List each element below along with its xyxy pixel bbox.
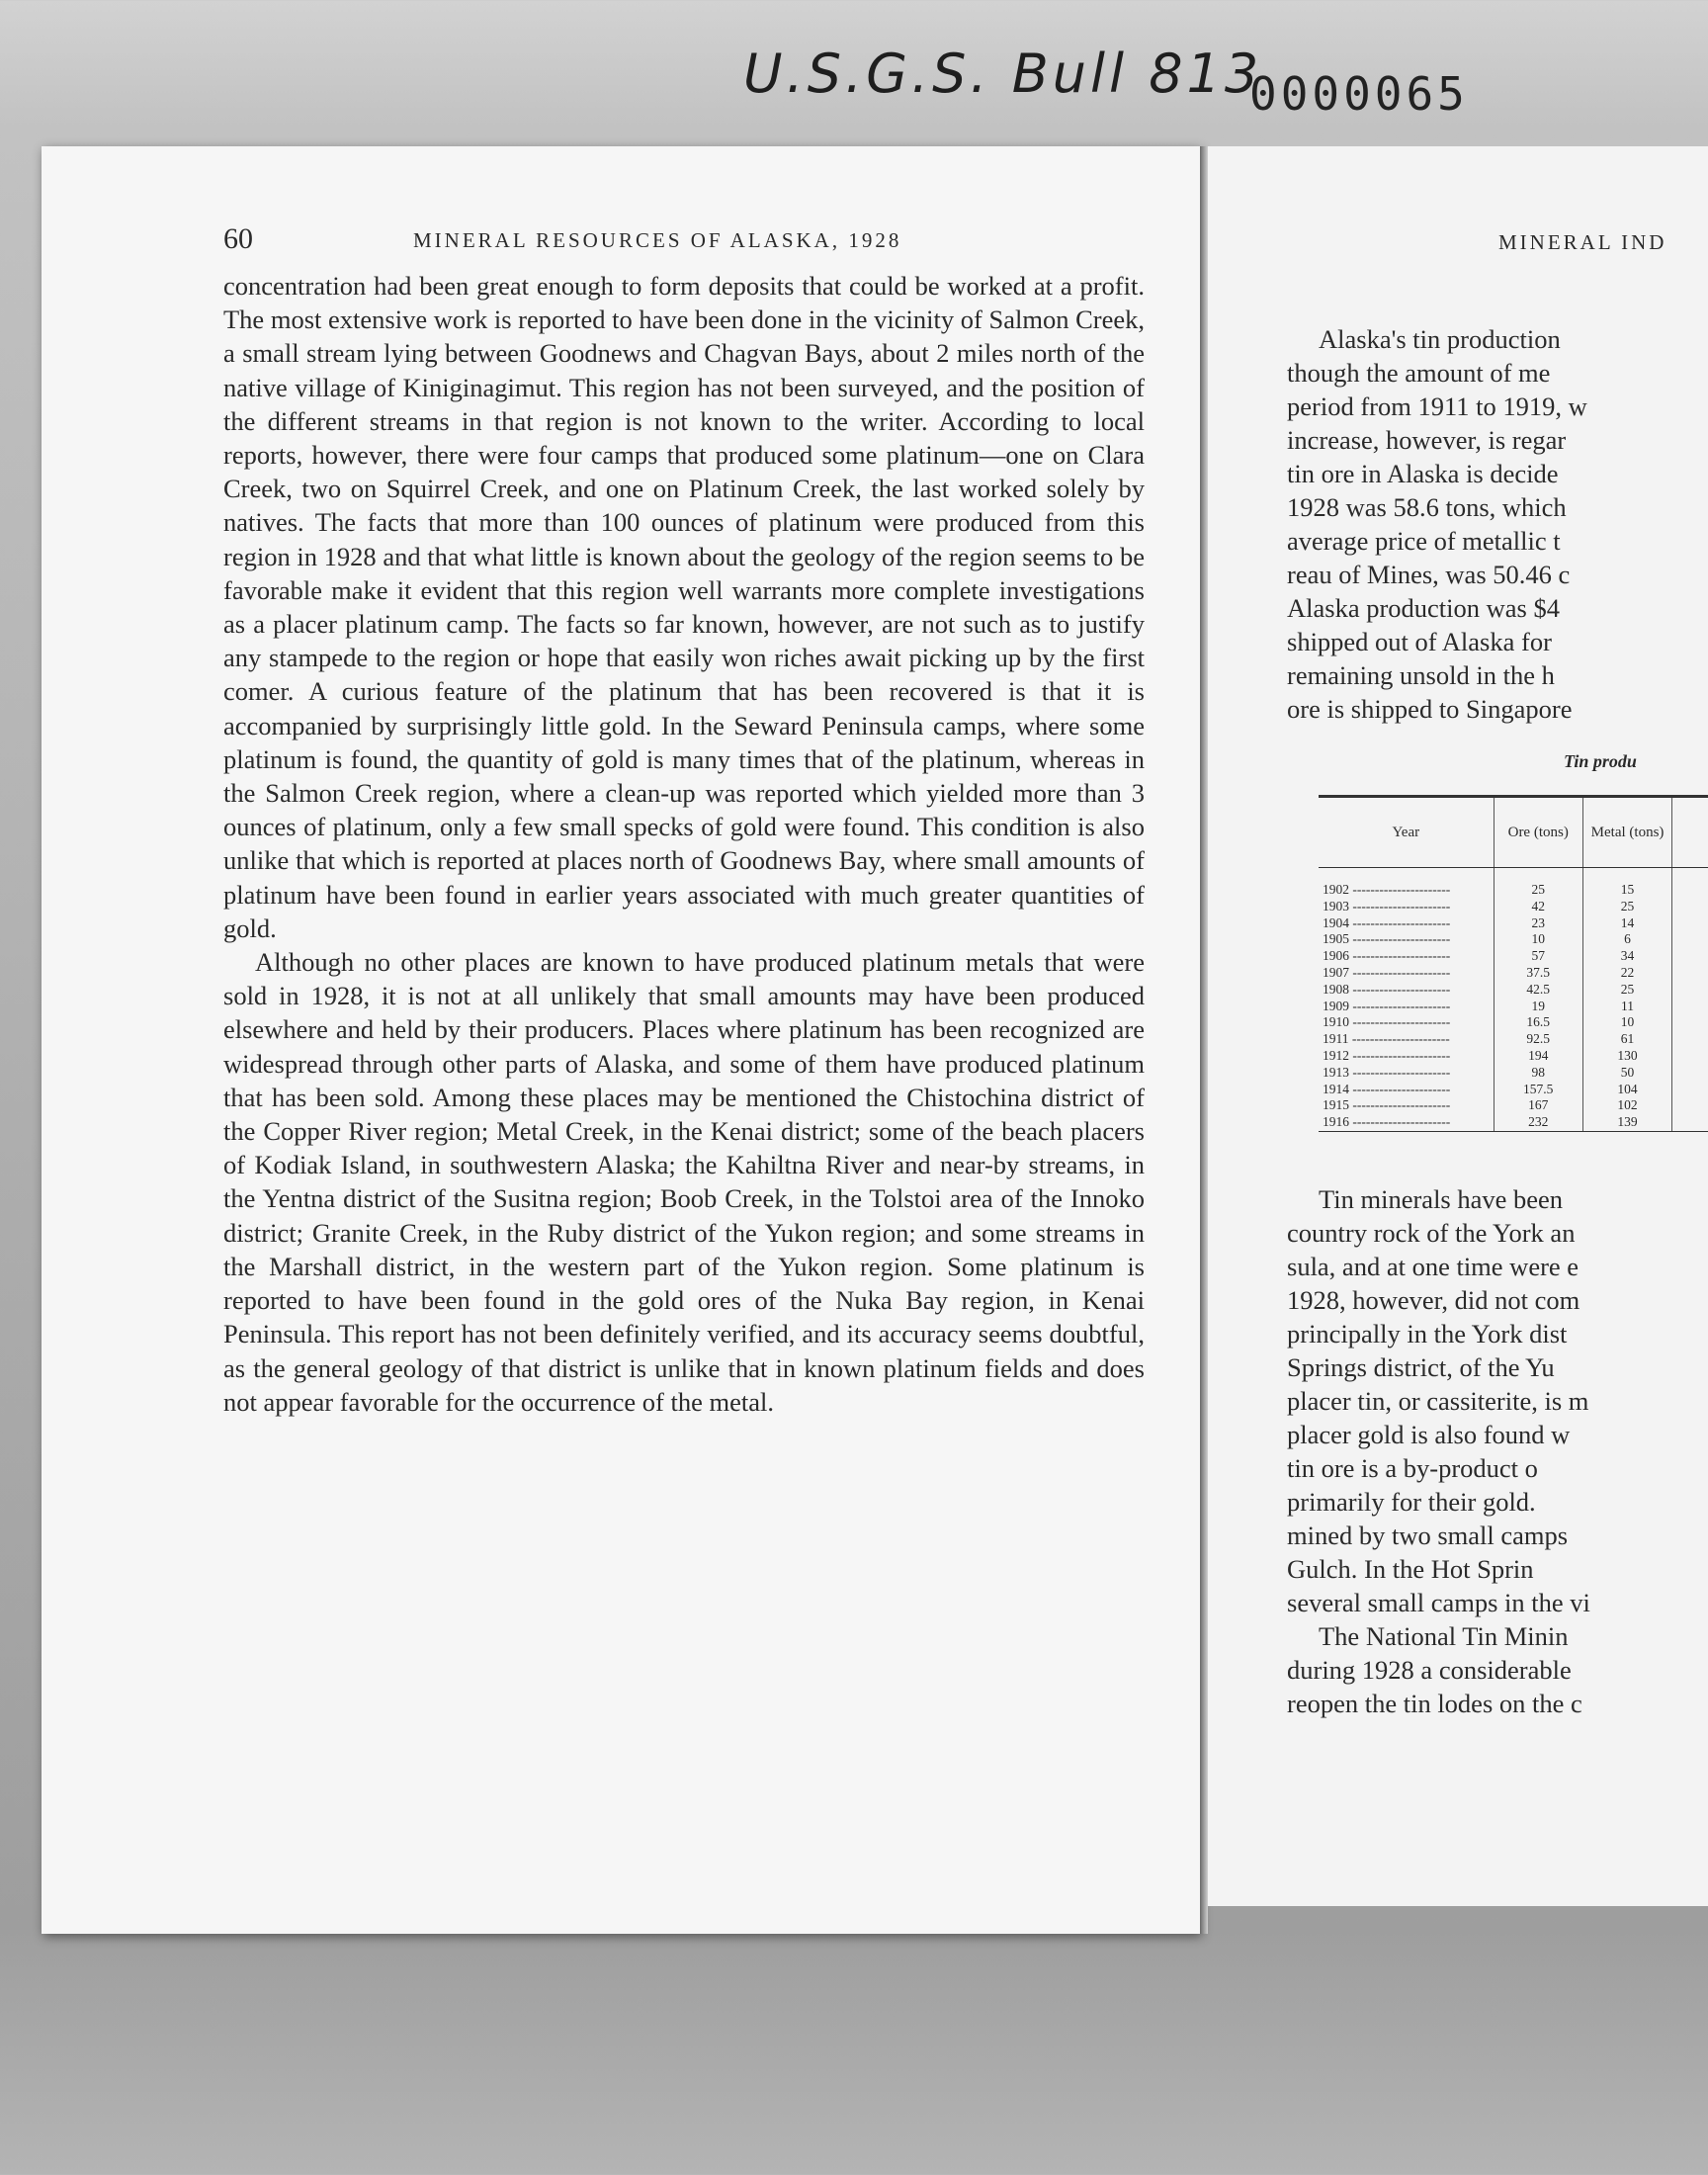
cell-year: 1905 ---------------------- (1319, 931, 1494, 948)
cell-metal: 22 (1582, 965, 1671, 982)
cell-year: 1913 ---------------------- (1319, 1065, 1494, 1082)
table-body (1319, 868, 1708, 1132)
cell-metal: 102 (1582, 1097, 1671, 1114)
cell-metal: 10 (1582, 1014, 1671, 1031)
body-text (223, 269, 1145, 1419)
text-line: placer gold is also found w (1287, 1420, 1571, 1449)
cell-ore: 57 (1494, 948, 1582, 965)
text-line: remaining unsold in the h (1287, 660, 1555, 690)
cell-ore: 16.5 (1494, 1014, 1582, 1031)
cell-year: 1908 ---------------------- (1319, 982, 1494, 999)
text-line: several small camps in the vi (1287, 1588, 1590, 1617)
cell-year: 1907 ---------------------- (1319, 965, 1494, 982)
cell-cutoff (1672, 1048, 1708, 1065)
text-line: though the amount of me (1287, 358, 1551, 388)
cell-ore: 157.5 (1494, 1082, 1582, 1098)
cell-cutoff (1672, 1082, 1708, 1098)
text-line: tin ore in Alaska is decide (1287, 459, 1559, 488)
table-caption: Tin produ (1564, 751, 1637, 771)
column-header-cutoff (1672, 797, 1708, 868)
table-row (1319, 948, 1708, 965)
cell-year: 1915 ---------------------- (1319, 1097, 1494, 1114)
cell-cutoff (1672, 1014, 1708, 1031)
right-page (1208, 146, 1708, 1906)
text-line: principally in the York dist (1287, 1319, 1568, 1348)
cell-metal: 15 (1582, 868, 1671, 899)
running-head-title: MINERAL RESOURCES OF ALASKA, 1928 (413, 228, 902, 252)
cell-cutoff (1672, 982, 1708, 999)
cell-year: 1906 ---------------------- (1319, 948, 1494, 965)
cell-cutoff (1672, 1114, 1708, 1131)
cell-cutoff (1672, 868, 1708, 899)
table-row (1319, 1048, 1708, 1065)
column-header-metal: Metal (tons) (1582, 797, 1671, 868)
cell-year: 1916 ---------------------- (1319, 1114, 1494, 1131)
right-text-bottom (1287, 1182, 1590, 1720)
column-header-ore: Ore (tons) (1494, 797, 1582, 868)
table-row (1319, 1097, 1708, 1114)
text-line: reau of Mines, was 50.46 c (1287, 560, 1571, 589)
page-number: 60 (223, 222, 253, 255)
cell-cutoff (1672, 915, 1708, 932)
cell-ore: 25 (1494, 868, 1582, 899)
text-line: Tin minerals have been (1319, 1184, 1564, 1214)
paragraph: Although no other places are known to have produced platinum metals that were sold in 1928, it is not at all unlikely that small amounts may have been produced elsewhere and held by their producers. Places where platinum has been recognized are widespread through other parts of Alaska, and some of them have produced platinum that has been sold. Among these places may be mentioned the Chistochina district of the Copper River region; Metal Creek, in the Kenai district; some of the beach placers of Kodiak Island, in southwestern Alaska; the Kahiltna River and near-by streams, in the Yentna district of the Susitna region; Boob Creek, in the Tolstoi area of the Innoko district; Granite Creek, in the Ruby district of the Yukon region; and some streams in the Marshall district, in the western part of the Yukon region. Some platinum is reported to have been found in the gold ores of the Nuka Bay region, in Kenai Peninsula. This report has not been definitely verified, and its accuracy seems doubtful, as the general geology of that district is unlike that in known platinum fields and does not appear favorable for the occurrence of the metal. (223, 947, 1145, 1417)
text-line: primarily for their gold. (1287, 1487, 1536, 1517)
cell-metal: 6 (1582, 931, 1671, 948)
text-line: reopen the tin lodes on the c (1287, 1689, 1582, 1718)
cell-year: 1912 ---------------------- (1319, 1048, 1494, 1065)
cell-cutoff (1672, 1031, 1708, 1048)
table-row (1319, 899, 1708, 915)
table-row (1319, 982, 1708, 999)
cell-cutoff (1672, 999, 1708, 1015)
table-row (1319, 965, 1708, 982)
cell-cutoff (1672, 899, 1708, 915)
cell-ore: 10 (1494, 931, 1582, 948)
document-serial-number: 0000065 (1249, 67, 1469, 121)
cell-metal: 139 (1582, 1114, 1671, 1131)
text-line: 1928, however, did not com (1287, 1285, 1580, 1315)
cell-ore: 194 (1494, 1048, 1582, 1065)
cell-ore: 92.5 (1494, 1031, 1582, 1048)
column-header-year: Year (1319, 797, 1494, 868)
cell-ore: 167 (1494, 1097, 1582, 1114)
paragraph: concentration had been great enough to form deposits that could be worked at a profit. The most extensive work is reported to have been done in the vicinity of Salmon Creek, a small stream lying between Goodnews and Chagvan Bays, about 2 miles north of the native village of Kiniginagimut. This region has not been surveyed, and the position of the different streams in that region is not known to the writer. According to local reports, however, there were four camps that produced some platinum—one on Clara Creek, two on Squirrel Creek, and one on Platinum Creek, the last worked solely by natives. The facts that more than 100 ounces of platinum were produced from this region in 1928 and that what little is known about the geology of the region seems to be favorable make it evident that this region well warrants more complete investigations as a placer platinum camp. The facts so far known, however, are not such as to justify any stampede to the region or hope that easily won riches await picking up by the first comer. A curious feature of the platinum that has been recovered is that it is accompanied by surprisingly little gold. In the Seward Peninsula camps, where some platinum is found, the quantity of gold is many times that of the platinum, whereas in the Salmon Creek region, where a clean-up was reported which yielded more than 3 ounces of platinum, only a few small specks of gold were found. This condition is also unlike that which is reported at places north of Goodnews Bay, where small amounts of platinum have been found in earlier years associated with much greater quantities of gold. (223, 271, 1145, 943)
cell-metal: 130 (1582, 1048, 1671, 1065)
cell-year: 1911 ---------------------- (1319, 1031, 1494, 1048)
text-line: ore is shipped to Singapore (1287, 694, 1573, 724)
cell-metal: 25 (1582, 899, 1671, 915)
table-row (1319, 1114, 1708, 1131)
cell-ore: 42 (1494, 899, 1582, 915)
text-line: placer tin, or cassiterite, is m (1287, 1386, 1589, 1416)
cell-cutoff (1672, 948, 1708, 965)
table-row (1319, 1014, 1708, 1031)
running-head (42, 219, 1200, 259)
text-line: during 1928 a considerable (1287, 1655, 1572, 1685)
text-line: increase, however, is regar (1287, 425, 1567, 455)
text-line: mined by two small camps (1287, 1521, 1569, 1550)
cell-metal: 104 (1582, 1082, 1671, 1098)
text-line: The National Tin Minin (1319, 1621, 1569, 1651)
table-row (1319, 999, 1708, 1015)
text-line: tin ore is a by-product o (1287, 1453, 1538, 1483)
tin-production-table (1319, 795, 1708, 1132)
cell-metal: 50 (1582, 1065, 1671, 1082)
cell-year: 1914 ---------------------- (1319, 1082, 1494, 1098)
right-running-head: MINERAL IND (1498, 230, 1667, 254)
book-gutter (1200, 146, 1208, 1934)
text-line: Springs district, of the Yu (1287, 1352, 1555, 1382)
cell-metal: 11 (1582, 999, 1671, 1015)
cell-year: 1910 ---------------------- (1319, 1014, 1494, 1031)
table-row (1319, 1065, 1708, 1082)
cell-metal: 34 (1582, 948, 1671, 965)
right-text-top (1287, 322, 1587, 726)
table-row (1319, 1082, 1708, 1098)
table-row (1319, 915, 1708, 932)
text-line: sula, and at one time were e (1287, 1252, 1580, 1281)
text-line: average price of metallic t (1287, 526, 1561, 556)
text-line: Alaska's tin production (1319, 324, 1561, 354)
cell-ore: 42.5 (1494, 982, 1582, 999)
cell-metal: 61 (1582, 1031, 1671, 1048)
cell-year: 1903 ---------------------- (1319, 899, 1494, 915)
text-line: period from 1911 to 1919, w (1287, 392, 1587, 421)
cell-cutoff (1672, 1065, 1708, 1082)
cell-year: 1904 ---------------------- (1319, 915, 1494, 932)
text-line: Alaska production was $4 (1287, 593, 1560, 623)
cell-year: 1902 ---------------------- (1319, 868, 1494, 899)
left-page (42, 146, 1200, 1934)
cell-metal: 14 (1582, 915, 1671, 932)
text-line: 1928 was 58.6 tons, which (1287, 492, 1567, 522)
table-row (1319, 1031, 1708, 1048)
table-row (1319, 868, 1708, 899)
cell-ore: 19 (1494, 999, 1582, 1015)
cell-ore: 98 (1494, 1065, 1582, 1082)
cell-ore: 37.5 (1494, 965, 1582, 982)
cell-cutoff (1672, 1097, 1708, 1114)
cell-cutoff (1672, 965, 1708, 982)
cell-cutoff (1672, 931, 1708, 948)
cell-metal: 25 (1582, 982, 1671, 999)
cell-ore: 232 (1494, 1114, 1582, 1131)
text-line: shipped out of Alaska for (1287, 627, 1552, 656)
text-line: country rock of the York an (1287, 1218, 1576, 1248)
cell-ore: 23 (1494, 915, 1582, 932)
text-line: Gulch. In the Hot Sprin (1287, 1554, 1534, 1584)
cell-year: 1909 ---------------------- (1319, 999, 1494, 1015)
handwritten-annotation: U.S.G.S. Bull 813 (743, 43, 1263, 105)
table-row (1319, 931, 1708, 948)
